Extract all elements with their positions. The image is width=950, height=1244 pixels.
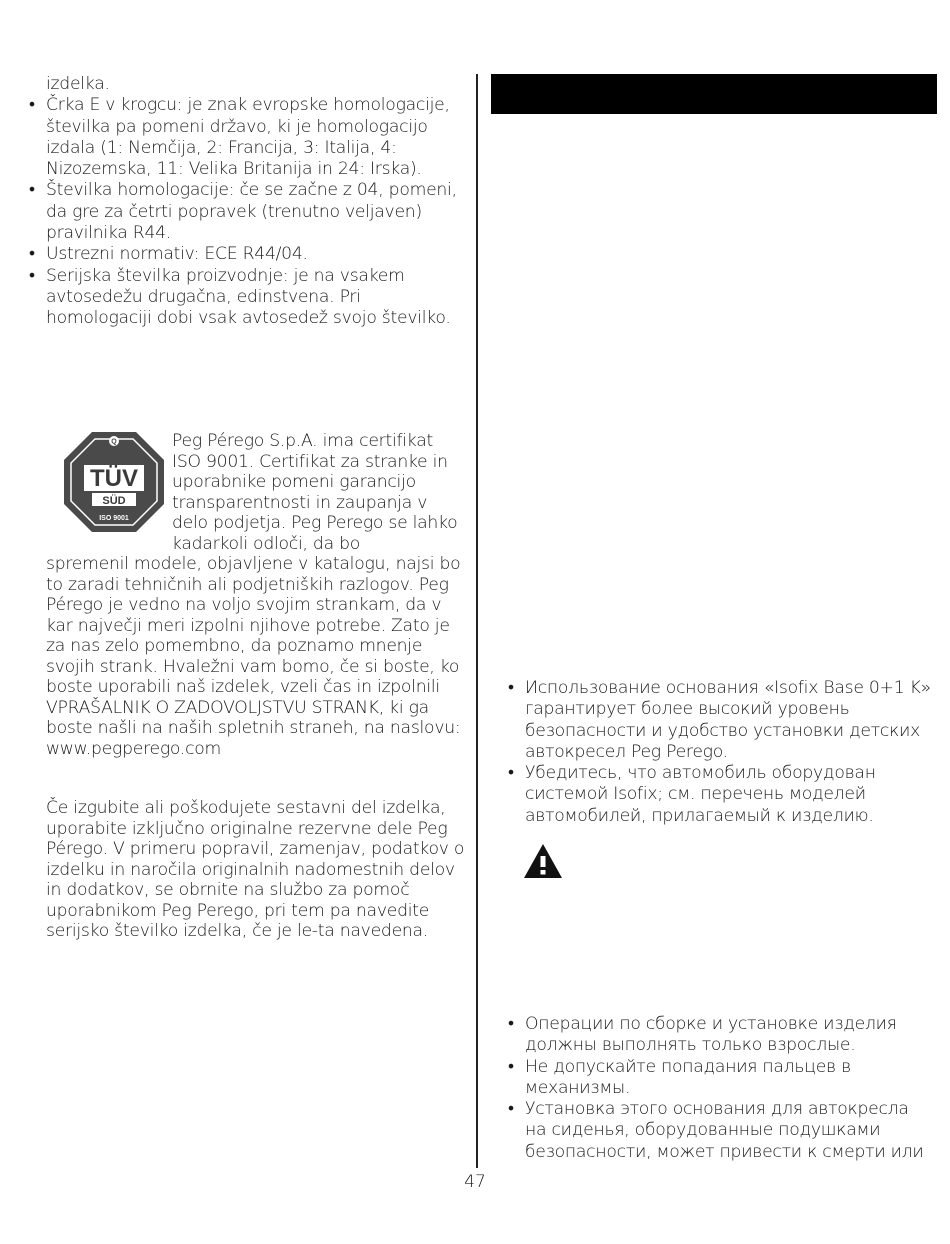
- list-item: • Не допускайте попадания пальцев в механизмы.: [505, 1057, 935, 1100]
- certificate-text: Peg Pérego S.p.A. ima certifikat ISO 9001. Certifikat za stranke in uporabnike pomeni garancijo transparentnosti in zaupanja v delo podjetja. Peg Perego se lahko kadarkoli odloči, da bo: [172, 431, 458, 554]
- section-header-bar: [491, 74, 937, 114]
- page-number: 47: [464, 1172, 486, 1192]
- right-column-bottom: [505, 1014, 935, 1163]
- list-item: • Использование основания «Isofix Base 0+1 K» гарантирует более высокий уровень безопасности и удобство установки детских автокресел Peg Perego.: [505, 678, 935, 763]
- list-item: • Операции по сборке и установке изделия должны выполнять только взрослые.: [505, 1014, 935, 1057]
- tuv-logo-main: TÜV: [90, 465, 138, 492]
- column-divider: [476, 74, 478, 1168]
- spare-parts-text: Če izgubite ali poškodujete sestavni del izdelka, uporabite izključno originalne rezervne dele Peg Pérego. V primeru popravil, zamenjav, podatkov o izdelku in naročila originalnih nadomestnih delov in dodatkov, se obrnite na službo za pomoč uporabnikom Peg Perego, pri tem pa navedite serijsko številko izdelka, če je le-ta navedena.: [46, 798, 465, 941]
- homologation-list: [26, 95, 466, 329]
- list-item: • Установка этого основания для автокресла на сиденья, оборудованные подушками безопасности, может привести к смерти или: [505, 1099, 935, 1163]
- isofix-list: [505, 678, 935, 827]
- tuv-logo-iso: ISO 9001: [99, 515, 129, 522]
- warnings-list: [505, 1014, 935, 1163]
- left-column: [26, 74, 466, 330]
- tuv-logo-sub: SÜD: [102, 495, 126, 507]
- list-item: • Črka E v krogcu: je znak evropske homologacije, številka pa pomeni državo, ki je homologacijo izdala (1: Nemčija, 2: Francija, 3: Italija, 4: Nizozemska, 11: Velika Britanija in 24: Irska).: [26, 95, 466, 180]
- list-item: • Serijska številka proizvodnje: je na vsakem avtosedežu drugačna, edinstvena. Pri homologaciji dobi vsak avtosedež svojo številko.: [26, 266, 466, 330]
- list-item: • Убедитесь, что автомобиль оборудован системой Isofix; см. перечень моделей автомобилей, прилагаемый к изделию.: [505, 763, 935, 827]
- right-column-top: [505, 678, 935, 827]
- intro-line: izdelka.: [46, 74, 110, 94]
- svg-text:Q: Q: [111, 438, 117, 446]
- certificate-text-continued: spremenil modele, objavljene v katalogu, najsi bo to zaradi tehničnih ali podjetniških razlogov. Peg Pérego je vedno na voljo svojim strankam, da v kar največji meri izpolni njihove potrebe. Zato je za nas zelo pomembno, da poznamo mnenje svojih strank. Hvaležni vam bomo, če si boste, ko boste uporabili naš izdelek, vzeli čas in izpolnili VPRAŠALNIK O ZADOVOLJSTVU STRANK, ki ga boste našli na naših spletnih straneh, na naslovu: www.pegperego.com: [46, 554, 461, 759]
- tuv-certification-logo: [62, 430, 166, 534]
- warning-icon: [523, 843, 563, 879]
- list-item: • Ustrezni normativ: ECE R44/04.: [26, 244, 466, 265]
- list-item: • Številka homologacije: če se začne z 04, pomeni, da gre za četrti popravek (trenutno veljaven) pravilnika R44.: [26, 180, 466, 244]
